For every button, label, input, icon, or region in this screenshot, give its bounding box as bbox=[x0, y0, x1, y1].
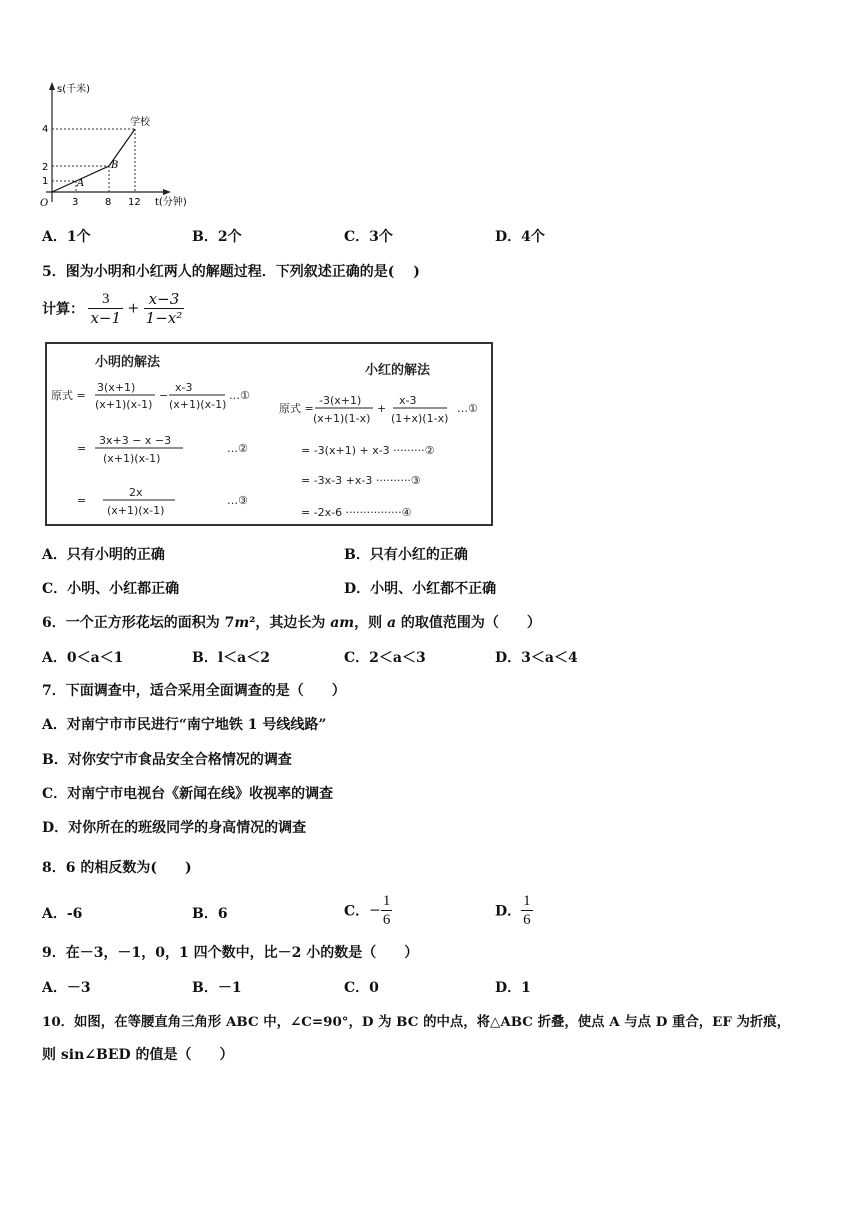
q5-fraction-2: $\frac{x-3}{\text{1−x²}}$ bbox=[145, 290, 183, 327]
xiaohong-step1-den1: (x+1)(1-x) bbox=[313, 412, 371, 425]
xiaohong-step1-lhs: 原式 = bbox=[279, 402, 314, 415]
q6-option-a[interactable]: A．0＜a＜1 bbox=[42, 650, 124, 666]
q4-option-a[interactable]: A．1个 bbox=[42, 229, 91, 245]
q8-option-b[interactable]: B．6 bbox=[192, 906, 228, 922]
q9-option-b[interactable]: B．－1 bbox=[192, 980, 242, 996]
xiaoming-step2-eq: = bbox=[77, 442, 87, 455]
school-label: 学校 bbox=[130, 117, 150, 128]
q4-option-b[interactable]: B．2个 bbox=[192, 229, 242, 245]
q5-fraction-1: $\frac{3}{x-1}$ bbox=[90, 291, 122, 327]
xiaohong-step1-num2: x-3 bbox=[399, 394, 417, 407]
q9-option-d[interactable]: D．1 bbox=[495, 980, 531, 996]
xiaohong-step3: = -3x-3 +x-3 ··········③ bbox=[301, 474, 421, 487]
xiaoming-step3-num: 2x bbox=[129, 486, 143, 499]
q7-stem: 7．下面调查中，适合采用全面调查的是（ ） bbox=[42, 683, 346, 699]
xiaoming-step1-num1: 3(x+1) bbox=[97, 381, 136, 394]
x-tick-12: 12 bbox=[128, 197, 141, 208]
q8-option-c-fraction: $\frac{1}{6}$ bbox=[382, 893, 391, 928]
q6-stem: 6．一个正方形花坛的面积为 7m²，其边长为 am，则 a 的取值范围为（ ） bbox=[42, 615, 541, 631]
y-tick-4: 4 bbox=[42, 124, 49, 135]
q5-option-d[interactable]: D．小明、小红都不正确 bbox=[344, 581, 497, 597]
xiaoming-step1-tag: …① bbox=[229, 389, 250, 402]
q6-option-c[interactable]: C．2＜a＜3 bbox=[344, 650, 426, 666]
q9-option-c[interactable]: C．0 bbox=[344, 980, 379, 996]
distance-line bbox=[52, 129, 135, 192]
xiaoming-step3-tag: …③ bbox=[227, 494, 248, 507]
x-tick-8: 8 bbox=[105, 197, 112, 208]
q8-option-d-fraction: $\frac{1}{6}$ bbox=[523, 893, 531, 928]
distance-time-graph bbox=[38, 80, 238, 212]
xiaoming-step1-den1: (x+1)(x-1) bbox=[95, 398, 153, 411]
q6-option-d[interactable]: D．3＜a＜4 bbox=[495, 650, 578, 666]
y-tick-1: 1 bbox=[42, 176, 49, 187]
xiaohong-step1-num1: -3(x+1) bbox=[319, 394, 362, 407]
q4-option-c[interactable]: C．3个 bbox=[344, 229, 393, 245]
q5-calc-expression: 计算： $\frac{3}{x-1}$ + $\frac{x-3}{\text{1−x²}}$ bbox=[42, 290, 183, 327]
q5-option-b[interactable]: B．只有小红的正确 bbox=[344, 547, 468, 563]
q7-option-a[interactable]: A．对南宁市市民进行“南宁地铁 1 号线线路” bbox=[42, 717, 327, 733]
q4-option-d[interactable]: D．4个 bbox=[495, 229, 545, 245]
point-b-label: B bbox=[111, 160, 119, 171]
xiaoming-step2-den: (x+1)(x-1) bbox=[103, 452, 161, 465]
xiaohong-step1-plus: + bbox=[377, 402, 387, 415]
origin-label: O bbox=[40, 198, 49, 209]
q8-option-d[interactable]: D． $\frac{1}{6}$ bbox=[495, 893, 531, 928]
xiaohong-step1-den2: (1+x)(1-x) bbox=[391, 412, 449, 425]
q5-stem: 5．图为小明和小红两人的解题过程．下列叙述正确的是( ) bbox=[42, 264, 420, 280]
q10-stem-line2: 则 sin∠BED 的值是（ ） bbox=[42, 1047, 234, 1063]
xiaohong-step4: = -2x-6 ················④ bbox=[301, 506, 412, 519]
point-a-label: A bbox=[77, 178, 85, 189]
xiaoming-step1-num2: x-3 bbox=[175, 381, 193, 394]
q8-stem: 8．6 的相反数为( ) bbox=[42, 860, 192, 876]
xiaoming-step2-num: 3x+3 − x −3 bbox=[99, 434, 172, 447]
y-axis-label: s(千米) bbox=[57, 84, 91, 95]
q7-option-c[interactable]: C．对南宁市电视台《新闻在线》收视率的调查 bbox=[42, 786, 334, 802]
q10-stem-line1: 10．如图，在等腰直角三角形 ABC 中，∠C=90°，D 为 BC 的中点，将△ABC 折叠，使点 A 与点 D 重合，EF 为折痕， bbox=[42, 1014, 791, 1030]
xiaoming-step1-lhs: 原式 = bbox=[51, 389, 86, 402]
q6-option-b[interactable]: B．l＜a＜2 bbox=[192, 650, 270, 666]
x-tick-3: 3 bbox=[72, 197, 79, 208]
xiaohong-step1-tag: …① bbox=[457, 402, 478, 415]
q7-option-b[interactable]: B．对你安宁市食品安全合格情况的调查 bbox=[42, 752, 292, 768]
xiaoming-step2-tag: …② bbox=[227, 442, 248, 455]
xiaoming-title: 小明的解法 bbox=[95, 355, 161, 370]
y-axis-arrow bbox=[49, 82, 55, 90]
x-axis-label: t(分钟) bbox=[155, 197, 187, 208]
handwritten-solutions-image bbox=[45, 342, 493, 526]
xiaoming-step3-den: (x+1)(x-1) bbox=[107, 504, 165, 517]
xiaoming-step1-minus: − bbox=[159, 389, 169, 402]
q8-option-c[interactable]: C．− $\frac{1}{6}$ bbox=[344, 893, 391, 928]
y-tick-2: 2 bbox=[42, 162, 49, 173]
q7-option-d[interactable]: D．对你所在的班级同学的身高情况的调查 bbox=[42, 820, 307, 836]
xiaoming-step1-den2: (x+1)(x-1) bbox=[169, 398, 227, 411]
q5-option-c[interactable]: C．小明、小红都正确 bbox=[42, 581, 180, 597]
q9-option-a[interactable]: A．－3 bbox=[42, 980, 91, 996]
xiaohong-title: 小红的解法 bbox=[365, 363, 431, 378]
q9-stem: 9．在－3，－1，0，1 四个数中，比－2 小的数是（ ） bbox=[42, 945, 419, 961]
xiaohong-step2: = -3(x+1) + x-3 ·········② bbox=[301, 444, 435, 457]
q5-calc-label: 计算： bbox=[42, 301, 84, 318]
handwritten-solutions-drawing bbox=[47, 344, 491, 524]
x-axis-arrow bbox=[163, 189, 171, 195]
xiaoming-step3-eq: = bbox=[77, 494, 87, 507]
q5-option-a[interactable]: A．只有小明的正确 bbox=[42, 547, 165, 563]
q8-option-a[interactable]: A．-6 bbox=[42, 906, 83, 922]
